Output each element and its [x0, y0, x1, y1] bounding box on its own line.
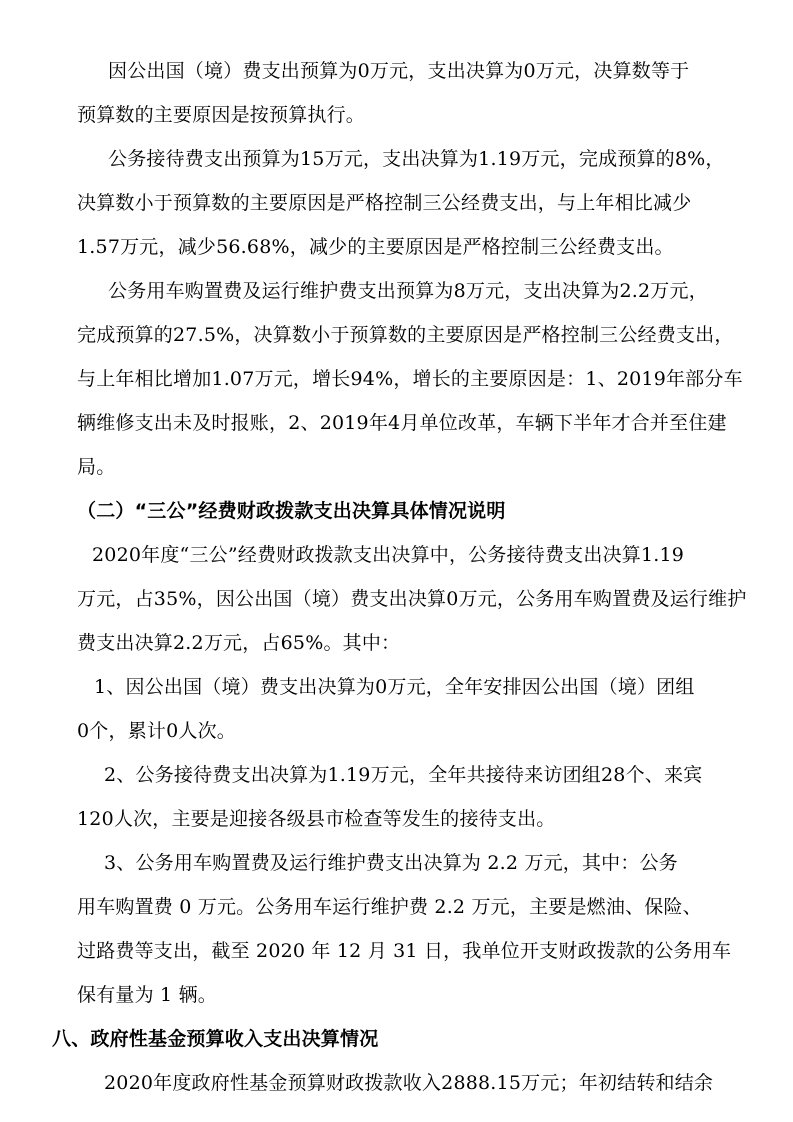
- paragraph-line: 辆维修支出未及时报账，2、2019年4月单位改革，车辆下半年才合并至住建: [77, 412, 727, 434]
- paragraph-line: 与上年相比增加1.07万元，增长94%，增长的主要原因是：1、2019年部分车: [77, 368, 743, 390]
- paragraph-line: 预算数的主要原因是按预算执行。: [77, 104, 366, 126]
- paragraph-line: 费支出决算2.2万元，占65%。其中：: [77, 632, 401, 654]
- paragraph-line: 完成预算的27.5%，决算数小于预算数的主要原因是严格控制三公经费支出，: [77, 324, 734, 346]
- paragraph-line: 局。: [77, 456, 116, 478]
- paragraph-line: 万元，占35%，因公出国（境）费支出决算0万元，公务用车购置费及运行维护: [77, 588, 747, 610]
- paragraph-line: 用车购置费 0 万元。公务用车运行维护费 2.2 万元，主要是燃油、保险、: [77, 896, 702, 918]
- paragraph-line: 保有量为 1 辆。: [77, 984, 217, 1006]
- paragraph-line: 决算数小于预算数的主要原因是严格控制三公经费支出，与上年相比减少: [77, 192, 692, 214]
- paragraph-line: 0个，累计0人次。: [77, 720, 236, 742]
- paragraph-line: 公务接待费支出预算为15万元，支出决算为1.19万元，完成预算的8%，: [108, 148, 725, 170]
- paragraph-line: 2、公务接待费支出决算为1.19万元，全年共接待来访团组28个、来宾: [104, 764, 703, 786]
- paragraph-line: 3、公务用车购置费及运行维护费支出决算为 2.2 万元，其中：公务: [104, 852, 678, 874]
- paragraph-line: 过路费等支出，截至 2020 年 12 月 31 日，我单位开支财政拨款的公务用车: [77, 940, 732, 962]
- paragraph-line: 因公出国（境）费支出预算为0万元，支出决算为0万元，决算数等于: [108, 60, 690, 82]
- paragraph-line: 1.57万元，减少56.68%，减少的主要原因是严格控制三公经费支出。: [77, 236, 674, 258]
- paragraph-line: 120人次，主要是迎接各级县市检查等发生的接待支出。: [77, 808, 556, 830]
- paragraph-line: 1、因公出国（境）费支出决算为0万元，全年安排因公出国（境）团组: [94, 676, 695, 698]
- paragraph-line: 公务用车购置费及运行维护费支出预算为8万元，支出决算为2.2万元，: [108, 280, 708, 302]
- paragraph-line: 2020年度政府性基金预算财政拨款收入2888.15万元；年初结转和结余: [104, 1072, 714, 1094]
- section-heading: （二）“三公”经费财政拨款支出决算具体情况说明: [77, 500, 506, 522]
- section-heading: 八、政府性基金预算收入支出决算情况: [52, 1028, 379, 1050]
- paragraph-line: 2020年度“三公”经费财政拨款支出决算中，公务接待费支出决算1.19: [92, 544, 685, 566]
